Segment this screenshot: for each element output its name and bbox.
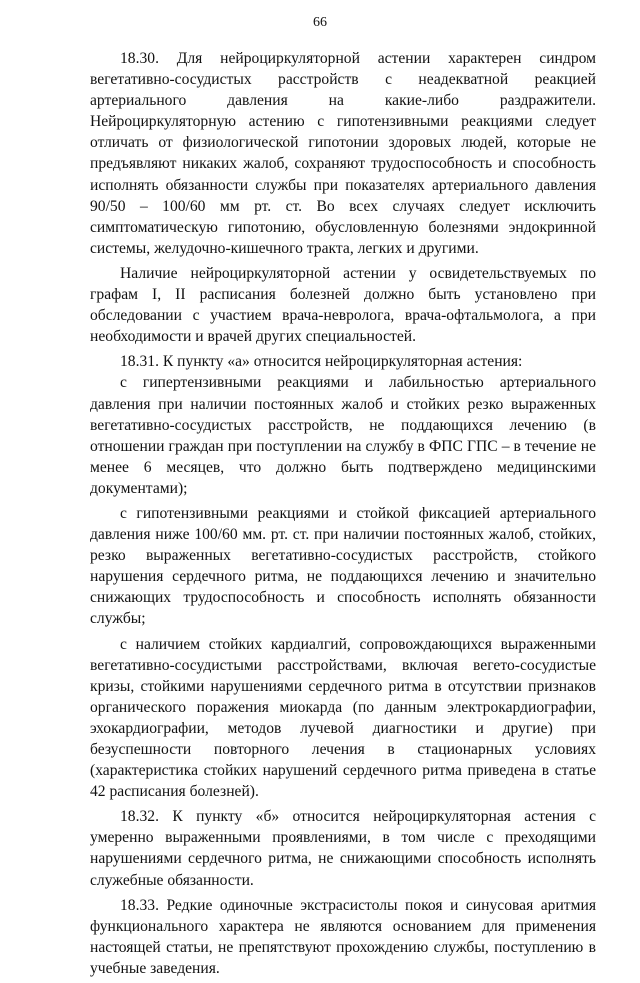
paragraph-18-31-hypotensive: с гипотензивными реакциями и стойкой фиксацией артериального давления ниже 100/60 мм. рт. ст. при наличии постоянных жалоб, стойких, резко выраженных вегетативно-сосудистых расстройств, стойкого нарушения сердечного ритма, не поддающихся лечению и значительно снижающих трудоспособность и способность исполнять обязанности службы;	[90, 504, 596, 628]
paragraph-18-33: 18.33. Редкие одиночные экстрасистолы покоя и синусовая аритмия функционального характера не являются основанием для применения настоящей статьи, не препятствуют прохождению службы, поступлению в учебные заведения.	[90, 896, 596, 977]
paragraph-18-31-cardialgia: с наличием стойких кардиалгий, сопровождающихся выраженными вегетативно-сосудистыми расстройствами, включая вегето-сосудистые кризы, стойкими нарушениями сердечного ритма в отсутствии признаков органического поражения миокарда (по данным электрокардиографии, эхокардиографии, методов лучевой диагностики и другие) при безуспешности повторного лечения в стационарных условиях (характеристика стойких нарушений сердечного ритма приведена в статье 42 расписания болезней).	[90, 635, 596, 801]
paragraph-18-31-hypertensive: с гипертензивными реакциями и лабильностью артериального давления при наличии постоянных жалоб и стойких резко выраженных вегетативно-сосудистых расстройств, не поддающихся лечению (в отношении граждан при поступлении на службу в ФПС ГПС – в течение не менее 6 месяцев, что должно быть подтверждено медицинскими документами);	[90, 374, 596, 497]
document-body	[90, 48, 596, 983]
paragraph-18-30: 18.30. Для нейроциркуляторной астении характерен синдром вегетативно-сосудистых расстройств с неадекватной реакцией артериального давления на какие-либо раздражители. Нейроциркуляторную астению с гипотензивными реакциями следует отличать от физиологической гипотонии здоровых людей, которые не предъявляют никаких жалоб, сохраняют трудоспособность и способность исполнять обязанности службы при показателях артериального давления 90/50 – 100/60 мм рт. ст. Во всех случаях следует исключить симптоматическую гипотонию, обусловленную болезнями эндокринной системы, желудочно-кишечного тракта, легких и другими.	[90, 50, 596, 257]
page-number: 66	[313, 15, 327, 30]
paragraph-18-31: 18.31. К пункту «а» относится нейроциркуляторная астения:	[120, 353, 523, 371]
paragraph-nca-graphs: Наличие нейроциркуляторной астении у освидетельствуемых по графам I, II расписания болезней должно быть установлено при обследовании с участием врача-невролога, врача-офтальмолога, а при необходимости и врачей других специальностей.	[90, 264, 596, 346]
paragraph-18-32: 18.32. К пункту «б» относится нейроциркуляторная астения с умеренно выраженными проявлениями, в том числе с преходящими нарушениями сердечного ритма, не снижающими способность исполнять служебные обязанности.	[90, 808, 596, 889]
